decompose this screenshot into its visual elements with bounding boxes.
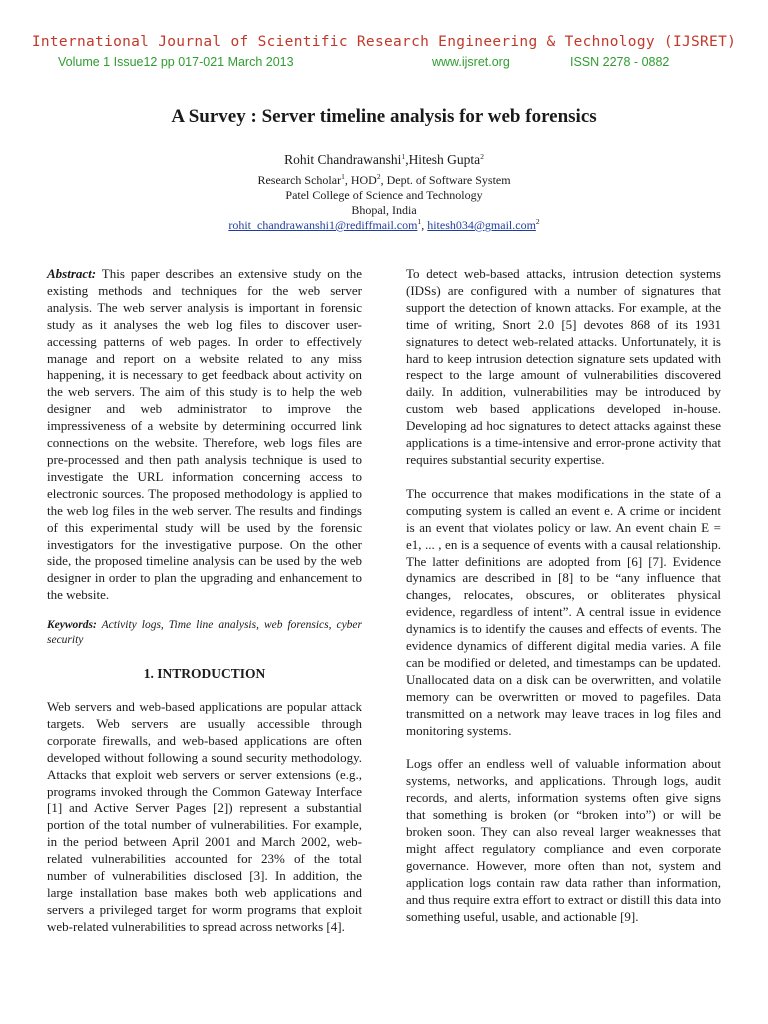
email-link-2[interactable]: hitesh034@gmail.com [427,218,536,232]
body-paragraph-3: Logs offer an endless well of valuable information about systems, networks, and applications. Through logs, audit records, and alerts, information systems often give signs that something is broken (or “broken into”) or will be broken soon. They can also reveal larger weaknesses that might affect regulatory compliance and even corporate governance. However, more often than not, system and application logs contain raw data rather than information, and thus require extra effort to extract or distill this data into something useful, usable, and actionable [9]. [406,756,721,924]
journal-meta [0,55,768,71]
author-2: Hitesh Gupta [408,152,481,167]
email-link-1[interactable]: rohit_chandrawanshi1@rediffmail.com [228,218,418,232]
right-column [406,266,721,926]
authors: Rohit Chandrawanshi$^1$,Hitesh Gupta$^2$ [284,152,484,167]
author-1: Rohit Chandrawanshi [284,152,402,167]
abstract-text: This paper describes an extensive study on the existing methods and techniques for the web server analysis. The web server analysis is important in forensic study as it analyses the web log files to discover user-accessing patterns of web pages. In order to effectively manage and report on a website related to any miss happening, it is necessary to get feedback about activity on the web servers. The aim of this study is to help the web designer and web administrator to improve the impressiveness of a website by determining occurred link connections on the website. Therefore, web logs files are pre-processed and then path analysis technique is used to investigate the URL information concerning access to electronic sources. The proposed methodology is applied to the web log files in the web server. The results and findings of this experimental study will be used by the forensic investigators for the investigative purpose. On the other side, the proposed timeline analysis can be used by the web designer in order to plan the upgrading and enhancement to the website. [47,266,362,603]
keywords-text: Activity logs, Time line analysis, web forensics, cyber security [47,619,362,647]
affiliation-line-3: Bhopal, India [351,203,417,217]
paragraph-spacer [406,469,721,486]
paper-title: A Survey : Server timeline analysis for web forensics [171,106,597,127]
left-column [47,266,362,936]
body-paragraph-1: To detect web-based attacks, intrusion detection systems (IDSs) are configured with a number of signatures that support the detection of known attacks. For example, at the time of writing, Snort 2.0 [5] devotes 868 of its 1931 signatures to detect web-related attacks. Unfortunately, it is hard to keep intrusion detection signature sets updated with respect to the large amount of vulnerabilities discovered daily. In addition, vulnerabilities may be introduced by custom web based applications developed in-house. Developing ad hoc signatures to detect attacks against these applications is a time-intensive and error-prone activity that requires substantial security expertise. [406,266,721,467]
keywords [47,618,362,648]
author-2-sup: 2 [480,152,484,161]
journal-website: www.ijsret.org [432,55,510,69]
keywords-label: Keywords: [47,619,97,632]
section-heading-introduction: 1. INTRODUCTION [143,666,266,682]
journal-name: International Journal of Scientific Research Engineering & Technology (IJSRET) [31,34,737,50]
author-1-sup: 1 [401,152,406,161]
author-emails: rohit_chandrawanshi1@rediffmail.com$^1$, hitesh034@gmail.com$^2$ [228,217,540,232]
body-paragraph-2: The occurrence that makes modifications in the state of a computing system is called an event e. A crime or incident is an event that violates policy or law. An event chain E = e1, ... , en is a sequence of events with a causal relationship. The latter definitions are adopted from [6] [7]. Evidence dynamics are described in [8] to be “any influence that changes, relocates, obscures, or obliterates physical evidence, regardless of intent”. A central issue in evidence dynamics is to identify the causes and effects of events. The evidence dynamics of different digital media varies. A file can be modified or deleted, and timestamps can be updated. Unallocated data on a disk can be overwritten, and volatile memory can be overwritten or moved to pagefiles. Data transmitted on a network may leave traces in log files and monitoring systems. [406,485,721,738]
intro-paragraph-1: Web servers and web-based applications are popular attack targets. Web servers are usually accessible through corporate firewalls, and web-based applications are often developed without following a sound security methodology. Attacks that exploit web servers or server extensions (e.g., programs invoked through the Common Gateway Interface [1] and Active Server Pages [2]) represent a substantial portion of the total number of vulnerabilities. For example, in the period between April 2001 and March 2002, web-related vulnerabilities accounted for 23% of the total number of vulnerabilities disclosed [3]. In addition, the large installation base makes both web applications and servers a privileged target for worm programs that exploit web-related vulnerabilities to spread across networks [4]. [47,699,362,934]
abstract-label: Abstract: [47,266,97,281]
affiliation-line-1: Research Scholar$^1$, HOD$^2$, Dept. of Software System [257,172,511,187]
abstract [47,266,362,604]
paragraph-spacer [406,739,721,756]
affiliation-line-2: Patel College of Science and Technology [285,188,483,202]
issue-info: Volume 1 Issue12 pp 017-021 March 2013 [58,55,294,69]
issn: ISSN 2278 - 0882 [570,55,670,69]
